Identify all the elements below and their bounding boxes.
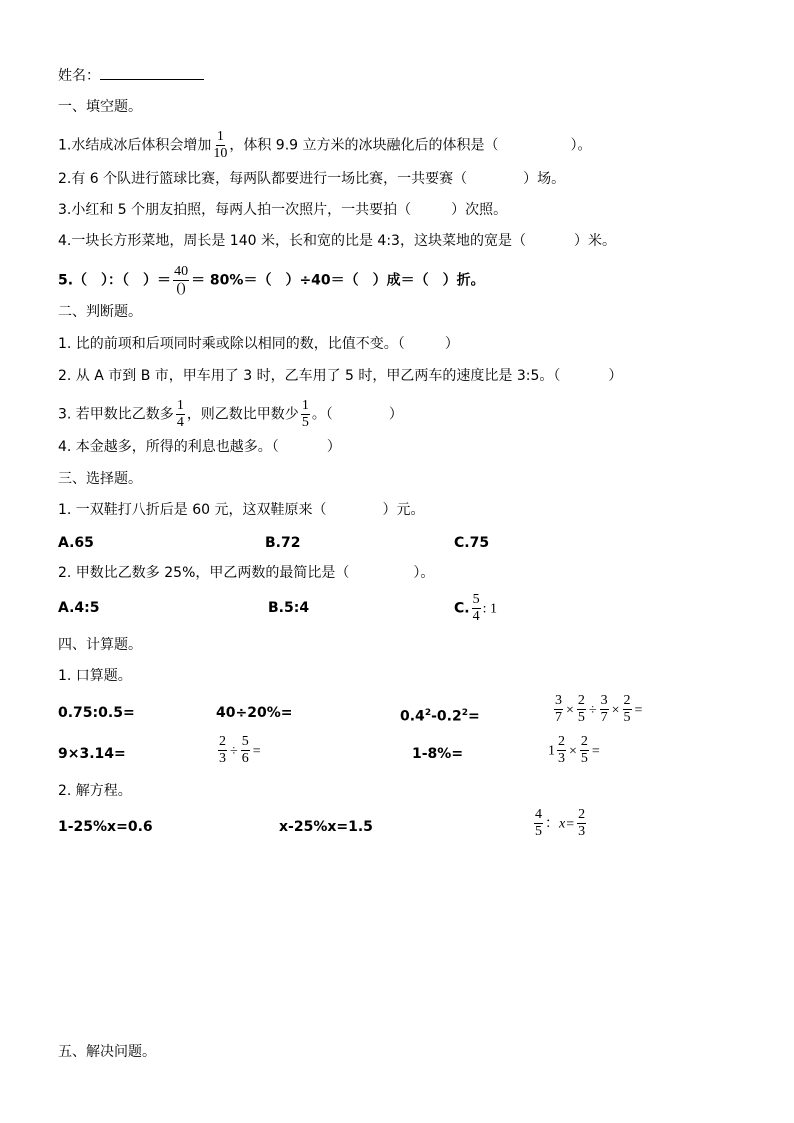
fraction-denominator: 5 [580, 751, 588, 766]
fill-q1-text: 1.水结成冰后体积会增加 [58, 137, 212, 154]
choice-q2-option-a[interactable]: A.4:5 [58, 600, 100, 616]
fraction-denominator: 10 [213, 146, 228, 161]
fraction-numerator: 2 [578, 807, 586, 822]
judge-question-1 [58, 334, 459, 354]
fraction-denominator: () [176, 281, 186, 296]
fraction-numerator: 5 [241, 734, 249, 749]
choice-q1-tail: ）元。 [382, 502, 425, 518]
colon: ： [545, 815, 559, 832]
fraction [554, 694, 563, 725]
fraction-numerator: 2 [558, 734, 565, 749]
equation-title: 2. 解方程。 [58, 783, 132, 799]
oral-item-fraction-expr [552, 694, 643, 725]
name-label: 姓名： [58, 68, 100, 84]
option-prefix: C. [454, 600, 470, 617]
fraction [577, 808, 586, 839]
fill-q4-text-b: ）米。 [573, 233, 616, 249]
fraction-denominator: 3 [219, 751, 226, 766]
term: -0.2 [431, 708, 462, 725]
fraction [580, 735, 589, 766]
fraction [472, 593, 481, 624]
operator: ÷ [230, 743, 238, 759]
judge-q3-text-b: ，则乙数比甲数少 [186, 406, 299, 423]
fraction [623, 694, 632, 725]
fill-q5-text-b: ＝ 80%＝（ ）÷40＝（ ）成＝（ ）折。 [191, 272, 485, 289]
fraction-denominator: 7 [555, 710, 562, 725]
judge-q3-text-c: 。（ [311, 406, 333, 423]
choice-q2-tail: ）。 [413, 565, 435, 581]
fill-q4-text: 4.一块长方形菜地，周长是 140 米，长和宽的比是 4:3，这块菜地的宽是（ [58, 233, 526, 249]
exponent: 2 [424, 708, 432, 718]
judge-q2-text: 2. 从 A 市到 B 市，甲车用了 3 时，乙车用了 5 时，甲乙两车的速度比是 3:5。（ [58, 368, 561, 384]
choice-q1-option-b[interactable]: B.72 [265, 535, 301, 551]
oral-item [400, 703, 480, 727]
option-rest: : 1 [482, 601, 497, 617]
equals: = [634, 702, 643, 718]
fill-q2-text-b: ）场。 [523, 171, 566, 187]
equals: = [566, 816, 575, 832]
fraction [213, 130, 227, 161]
fraction-numerator: 1 [176, 398, 184, 413]
section-title-calc: 四、计算题。 [58, 637, 142, 653]
fill-question-1 [58, 130, 592, 161]
operator: ÷ [588, 702, 597, 718]
oral-item: 40÷20%= [216, 705, 293, 721]
fraction [600, 694, 609, 725]
choice-question-1 [58, 500, 425, 520]
judge-q4-text-b: ） [326, 439, 341, 455]
fraction-denominator: 3 [578, 824, 586, 839]
fraction-denominator: 5 [577, 710, 585, 725]
fraction [176, 399, 185, 430]
choice-q2-option-b[interactable]: B.5:4 [268, 600, 310, 616]
term: 0.4 [400, 708, 425, 725]
fraction-denominator: 5 [535, 824, 542, 839]
fraction [218, 735, 227, 766]
fraction-numerator: 2 [623, 693, 631, 708]
fraction-numerator: 3 [600, 693, 608, 708]
fraction-numerator: 2 [577, 693, 585, 708]
equals: = [591, 743, 600, 759]
fraction [241, 735, 250, 766]
choice-q2-option-c[interactable] [454, 593, 497, 624]
fill-question-5 [58, 265, 485, 296]
equation-item: 1-25%x=0.6 [58, 819, 153, 835]
judge-q1-text: 1. 比的前项和后项同时乘或除以相同的数，比值不变。（ [58, 336, 405, 352]
fraction [173, 265, 189, 296]
fraction-numerator: 1 [301, 398, 309, 413]
fraction-denominator: 7 [600, 710, 608, 725]
fraction-numerator: 1 [216, 129, 224, 144]
exponent: 2 [461, 708, 468, 718]
judge-q4-text: 4. 本金越多，所得的利息也越多。（ [58, 439, 279, 455]
choice-q1-option-c[interactable]: C.75 [454, 535, 490, 551]
equation-item-fraction [532, 808, 588, 839]
section-title-choice: 三、选择题。 [58, 471, 142, 487]
fill-question-2 [58, 169, 565, 189]
fraction-denominator: 6 [241, 751, 249, 766]
judge-q1-text-b: ） [444, 336, 459, 352]
section-title-solve: 五、解决问题。 [58, 1044, 156, 1060]
operator: × [611, 702, 620, 718]
judge-q3-text: 3. 若甲数比乙数多 [58, 406, 174, 423]
fraction [534, 808, 543, 839]
judge-question-2 [58, 366, 622, 386]
equals: = [252, 743, 261, 759]
operator: × [566, 702, 574, 718]
oral-item-fraction-expr [216, 735, 262, 766]
oral-item: 1-8%= [412, 746, 464, 762]
judge-question-4 [58, 437, 341, 457]
choice-question-2 [58, 563, 434, 583]
fill-q2-text: 2.有 6 个队进行篮球比赛，每两队都要进行一场比赛，一共要赛（ [58, 171, 468, 187]
section-title-judge: 二、判断题。 [58, 304, 142, 320]
fill-q3-text-b: ）次照。 [451, 202, 508, 218]
fraction-numerator: 4 [535, 807, 542, 822]
fraction-denominator: 3 [558, 751, 565, 766]
fraction-numerator: 5 [472, 592, 480, 607]
fraction [577, 694, 586, 725]
fraction-denominator: 5 [301, 415, 309, 430]
oral-item-fraction-expr [548, 735, 601, 766]
whole-number: 1 [548, 743, 555, 759]
fraction-numerator: 40 [174, 264, 189, 279]
fraction-numerator: 3 [555, 693, 562, 708]
fraction [557, 735, 566, 766]
oral-item: 9×3.14= [58, 746, 126, 762]
fill-q1-text-b: ，体积 9.9 立方米的冰块融化后的体积是（ [229, 137, 499, 154]
fraction-denominator: 4 [176, 415, 184, 430]
fraction-denominator: 5 [623, 710, 631, 725]
fill-q5-text: 5.（ ）：（ ）＝ [58, 272, 172, 289]
fraction-denominator: 4 [472, 609, 480, 624]
equation-item: x-25%x=1.5 [279, 819, 373, 835]
fraction [301, 399, 310, 430]
section-title-fill: 一、填空题。 [58, 99, 142, 115]
fill-q3-text: 3.小红和 5 个朋友拍照，每两人拍一次照片，一共要拍（ [58, 202, 412, 218]
judge-q2-text-b: ） [608, 368, 623, 384]
equals: = [467, 708, 480, 725]
name-blank-line[interactable] [100, 65, 204, 80]
fraction-numerator: 2 [580, 734, 588, 749]
oral-calc-title: 1. 口算题。 [58, 668, 132, 684]
choice-q2-text: 2. 甲数比乙数多 25%，甲乙两数的最简比是（ [58, 565, 350, 581]
choice-q1-option-a[interactable]: A.65 [58, 535, 94, 551]
choice-q1-text: 1. 一双鞋打八折后是 60 元，这双鞋原来（ [58, 502, 327, 518]
operator: × [569, 743, 577, 759]
judge-q3-text-d: ） [388, 406, 403, 423]
variable-x: x [559, 816, 566, 832]
fill-q1-text-c: ）。 [570, 137, 592, 154]
oral-item: 0.75:0.5= [58, 705, 135, 721]
fraction-numerator: 2 [219, 734, 226, 749]
fill-question-4 [58, 231, 616, 251]
name-row [58, 65, 204, 86]
judge-question-3 [58, 399, 403, 430]
fill-question-3 [58, 200, 507, 220]
